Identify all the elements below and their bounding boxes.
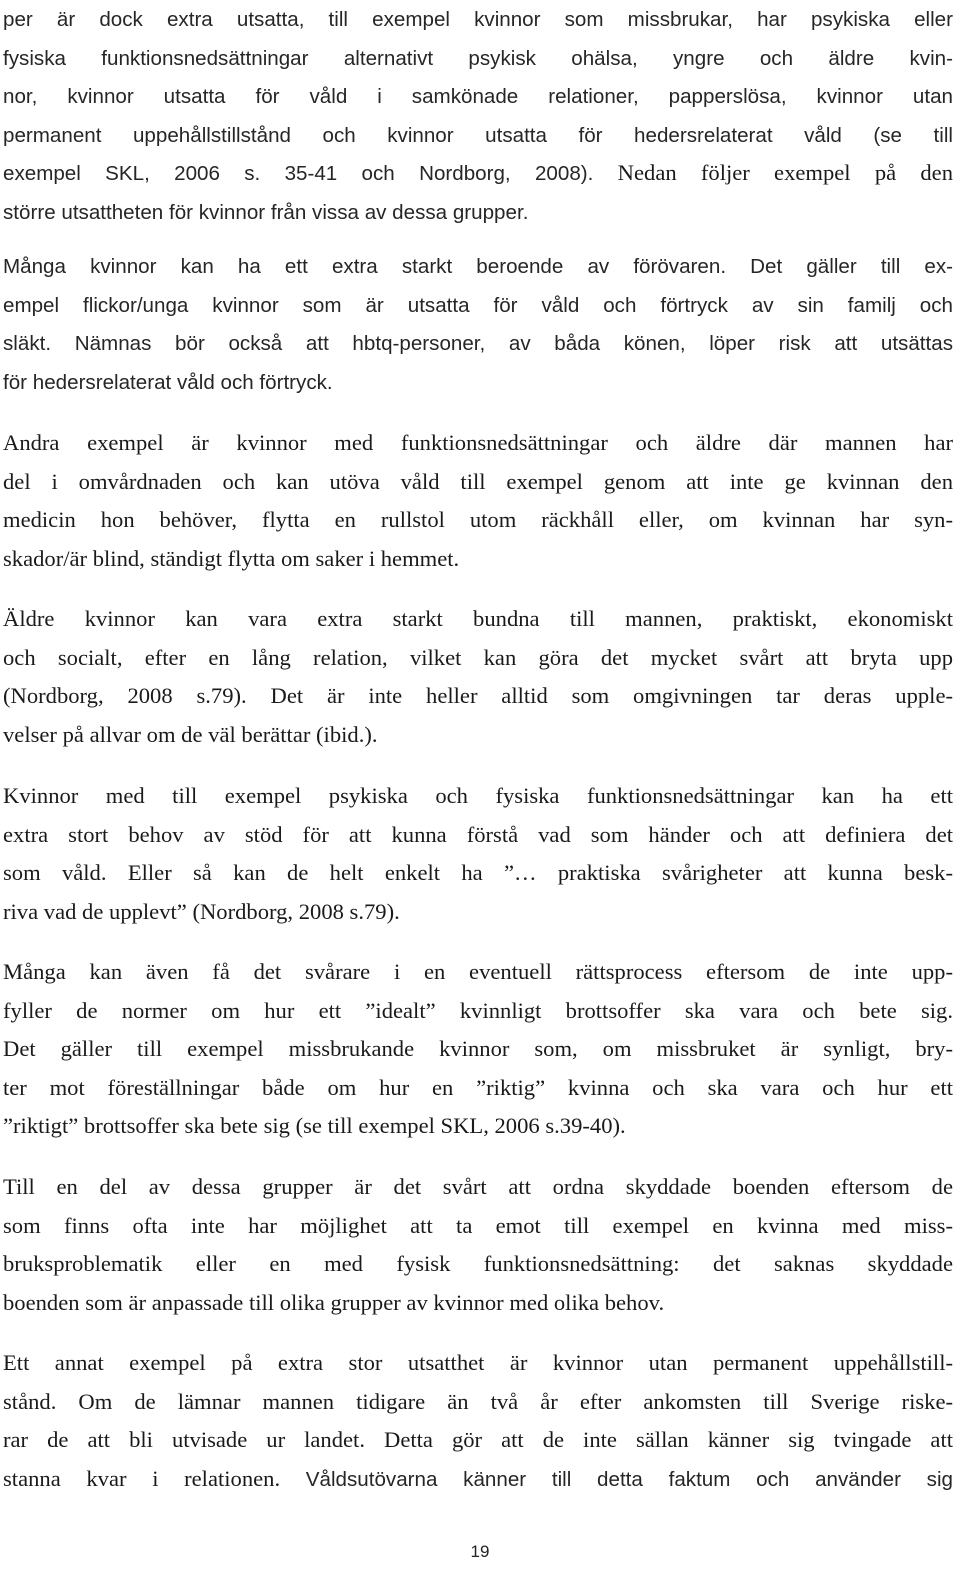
- text-line: [3, 1168, 953, 1207]
- text-segment: Det är inte heller alltid som omgivningen tar deras upple-: [270, 683, 954, 709]
- text-segment: för hedersrelaterat våld och förtryck.: [3, 370, 333, 394]
- text-line: [3, 1030, 953, 1069]
- text-segment: riva vad de upplevt” (Nordborg, 2008 s.79).: [3, 898, 400, 924]
- text-line: [3, 1245, 953, 1284]
- paragraph-disabilities-elderly: [3, 424, 953, 578]
- text-line: [3, 677, 953, 716]
- paragraph-legal-process: [3, 953, 953, 1146]
- text-segment: fysiska funktionsnedsättningar alternativt psykisk ohälsa, yngre och äldre kvin-: [3, 46, 953, 70]
- text-segment: större utsattheten för kvinnor från vissa av dessa grupper.: [3, 200, 529, 224]
- text-line: [3, 1069, 953, 1108]
- text-line: [3, 501, 953, 540]
- paragraph-vulnerable-groups: [3, 0, 953, 232]
- text-segment: permanent uppehållstillstånd och kvinnor utsatta för hedersrelaterat våld (se till: [3, 123, 953, 147]
- paragraph-older-women: [3, 600, 953, 754]
- text-segment: Detta gör att de inte sällan känner sig tvingade att: [384, 1427, 953, 1453]
- text-line: [3, 639, 953, 678]
- text-segment: exempel SKL, 2006 s. 35-41 och Nordborg, 2008).: [3, 162, 618, 186]
- text-line: [3, 363, 953, 402]
- text-segment: som våld.: [3, 860, 128, 886]
- text-segment: skador/är blind, ständigt flytta om saker i hemmet.: [3, 545, 460, 571]
- text-segment: Det gäller till exempel missbrukande kvinnor som, om missbruket är synligt, bry-: [3, 1036, 953, 1062]
- text-segment: Eller så kan de helt enkelt ha ”… praktiska svårigheter att kunna besk-: [127, 860, 953, 886]
- text-line: [3, 816, 953, 855]
- paragraph-dependence: [3, 247, 953, 401]
- text-line: [3, 854, 953, 893]
- text-line: [3, 1107, 953, 1146]
- text-segment: ”riktigt” brottsoffer ska bete sig (se till exempel SKL, 2006 s.39-40).: [3, 1113, 626, 1139]
- text-segment: ter mot föreställningar både om hur en ”riktig” kvinna och ska vara och hur ett: [3, 1074, 953, 1100]
- text-line: [3, 193, 953, 232]
- text-line: [3, 39, 953, 78]
- text-line: [3, 716, 953, 755]
- text-segment: Till en del av dessa grupper är det svårt att ordna skyddade boenden eftersom de: [3, 1174, 953, 1199]
- text-segment: som finns ofta inte har möjlighet att ta emot till exempel en kvinna med miss-: [3, 1212, 953, 1238]
- text-line: [3, 540, 953, 579]
- text-segment: del i omvårdnaden och kan utöva våld till exempel genom att inte ge kvinnan den: [3, 468, 953, 494]
- text-segment: Äldre kvinnor kan vara extra starkt bundna till mannen, praktiskt, ekonomiskt: [3, 606, 953, 631]
- text-segment: stanna kvar i relationen.: [3, 1465, 306, 1491]
- text-line: [3, 1460, 953, 1499]
- text-segment: nor, kvinnor utsatta för våld i samkönade relationer, papperslösa, kvinnor utan: [3, 85, 953, 109]
- text-segment: velser på allvar om de väl berättar (ibid.).: [3, 721, 378, 747]
- text-segment: Det gäller till ex-: [750, 255, 953, 278]
- text-segment: medicin hon behöver, flytta en rullstol utom räckhåll eller, om kvinnan har syn-: [3, 507, 953, 533]
- text-segment: Många kvinnor kan ha ett extra starkt beroende av förövaren.: [3, 255, 751, 278]
- text-segment: Nedan följer exempel på den: [617, 160, 954, 186]
- text-segment: extra stort behov av stöd för att kunna förstå vad som händer och att definiera det: [3, 821, 953, 847]
- text-segment: Många kan även få det svårare i en eventuell rättsprocess eftersom de inte upp-: [3, 959, 953, 984]
- text-line: [3, 116, 953, 155]
- text-line: [3, 324, 953, 363]
- text-line: [3, 286, 953, 325]
- text-line: [3, 600, 953, 639]
- text-segment: fyller de normer om hur ett ”idealt” kvinnligt brottsoffer ska vara och bete sig.: [3, 997, 953, 1023]
- text-line: [3, 1344, 953, 1383]
- text-line: [3, 0, 953, 39]
- text-segment: bruksproblematik eller en med fysisk funktionsnedsättning: det saknas skyddade: [3, 1251, 953, 1277]
- text-line: [3, 893, 953, 932]
- text-line: [3, 1383, 953, 1422]
- text-line: [3, 247, 953, 286]
- paragraph-residence-permit: [3, 1344, 953, 1498]
- text-line: [3, 992, 953, 1031]
- text-segment: Andra exempel är kvinnor med funktionsnedsättningar och äldre där mannen har: [3, 430, 953, 455]
- text-segment: Ett annat exempel på extra stor utsatthet är kvinnor utan permanent uppehållstill-: [3, 1350, 953, 1375]
- text-segment: och socialt, efter en lång relation, vilket kan göra det mycket svårt att bryta upp: [3, 644, 953, 670]
- text-segment: stånd. Om de lämnar mannen tidigare än två år efter ankomsten till Sverige riske-: [3, 1388, 953, 1414]
- text-line: [3, 1421, 953, 1460]
- text-line: [3, 154, 953, 193]
- text-segment: (Nordborg, 2008 s.79).: [3, 683, 271, 709]
- text-segment: per är dock extra utsatta, till exempel kvinnor som missbrukar, har psykiska eller: [3, 8, 953, 31]
- text-line: [3, 1284, 953, 1323]
- text-line: [3, 77, 953, 116]
- paragraph-sheltered-housing: [3, 1168, 953, 1322]
- page-number: 19: [470, 1542, 490, 1561]
- text-line: [3, 424, 953, 463]
- text-line: [3, 1207, 953, 1246]
- text-segment: rar de att bli utvisade ur landet.: [3, 1427, 384, 1453]
- text-line: [3, 953, 953, 992]
- text-segment: boenden som är anpassade till olika grupper av kvinnor med olika behov.: [3, 1289, 665, 1315]
- text-line: [3, 463, 953, 502]
- text-segment: släkt. Nämnas bör också att hbtq-personer, av båda könen, löper risk att utsättas: [3, 332, 953, 356]
- text-segment: Kvinnor med till exempel psykiska och fysiska funktionsnedsättningar kan ha ett: [3, 783, 953, 808]
- text-line: [3, 777, 953, 816]
- paragraph-support-needs: [3, 777, 953, 931]
- text-segment: empel flickor/unga kvinnor som är utsatta för våld och förtryck av sin familj och: [3, 293, 953, 317]
- text-segment: Våldsutövarna känner till detta faktum och använder sig: [305, 1467, 954, 1491]
